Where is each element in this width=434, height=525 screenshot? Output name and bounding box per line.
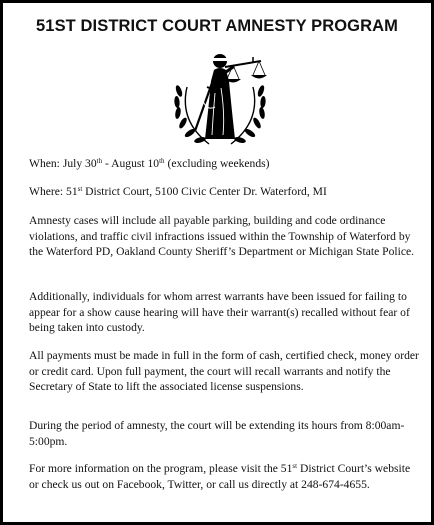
lady-justice-icon — [165, 43, 275, 151]
paragraph-more-info: For more information on the program, please visit the 51st District Court’s website or check us out on Facebook, Twitter, or call us directly at 248-674-4655. — [29, 462, 411, 491]
page-title: 51ST DISTRICT COURT AMNESTY PROGRAM — [36, 17, 398, 35]
paragraph-payments: All payments must be made in full in the form of cash, certified check, money order or credit card. Upon full payment, the court will recall warrants and notify the Secretary of State to lift the associated license suspensions. — [29, 349, 419, 394]
paragraph-amnesty-cases: Amnesty cases will include all payable parking, building and code ordinance violations, and traffic civil infractions issued within the Township of Waterford by the Waterford PD, Oakland County Sheriff’s Department or Michigan State Police. — [29, 214, 415, 259]
where-line: Where: 51st District Court, 5100 Civic Center Dr. Waterford, MI — [29, 185, 327, 198]
paragraph-warrants: Additionally, individuals for whom arrest warrants have been issued for failing to appear for a show cause hearing will have their warrant(s) recalled without fear of being taken into custody. — [29, 290, 410, 335]
when-line: When: July 30th - August 10th (excluding weekends) — [29, 157, 270, 170]
paragraph-hours: During the period of amnesty, the court will be extending its hours from 8:00am- 5:00pm. — [29, 419, 405, 448]
